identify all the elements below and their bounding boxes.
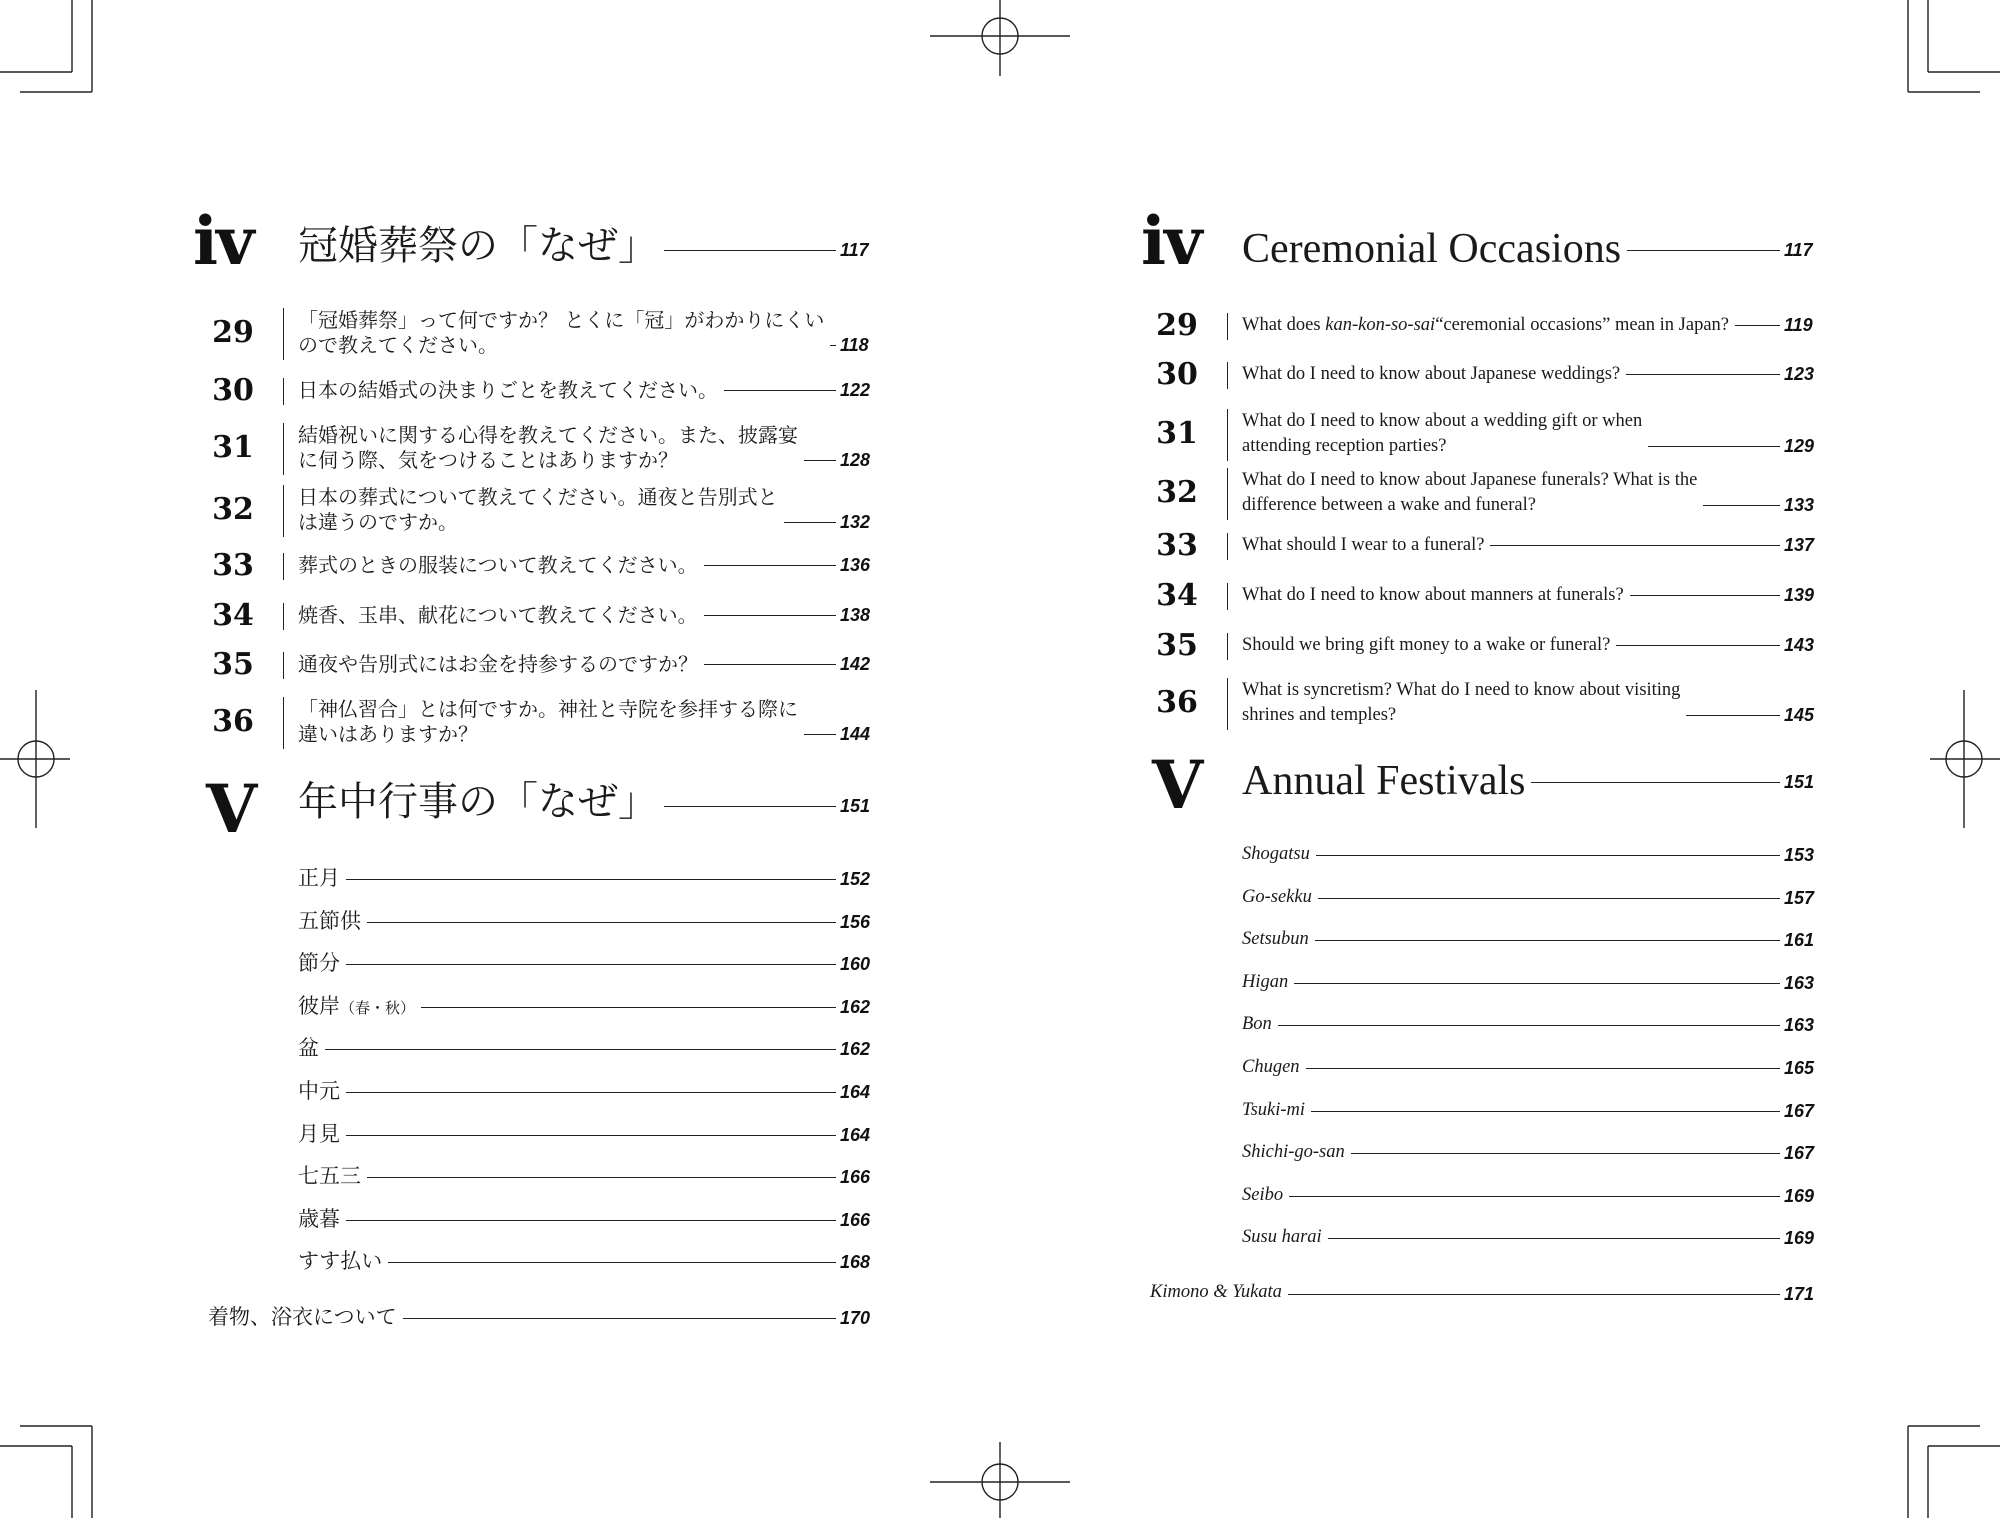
question-line: What do I need to know about Japanese weddings?	[1242, 364, 1621, 384]
question-number: 30	[212, 372, 254, 408]
text-span: “ceremonial occasions” mean in Japan?	[1435, 315, 1729, 335]
question-line: 日本の結婚式の決まりごとを教えてください。	[298, 378, 718, 402]
section-title: Annual Festivals	[1242, 760, 1531, 802]
page-number: 163	[1784, 972, 1815, 993]
festival-label	[298, 1036, 325, 1060]
festival-label	[1242, 842, 1316, 866]
question-divider	[283, 378, 284, 405]
question-text	[298, 652, 704, 677]
question-number: 29	[1156, 307, 1198, 343]
page-number: 123	[1784, 364, 1815, 384]
section-numeral: iv	[1141, 202, 1201, 280]
question-text	[298, 423, 804, 473]
page-number: 161	[1784, 930, 1815, 951]
question-divider	[1227, 678, 1228, 730]
italic-term: kan-kon-so-sai	[1325, 315, 1436, 335]
festival-label	[298, 994, 421, 1020]
festival-label	[1242, 1098, 1311, 1122]
festival-label	[1242, 1225, 1328, 1249]
text-span: What does	[1242, 315, 1326, 335]
question-line: 日本の葬式について教えてください。通夜と告別式と	[298, 485, 778, 509]
festival-name: 月見	[298, 1121, 340, 1146]
appendix-label: Kimono & Yukata	[1150, 1280, 1288, 1304]
festival-name: 五節供	[298, 908, 361, 933]
question-text	[1242, 533, 1490, 558]
leader-line	[1244, 940, 1780, 941]
page-number: 156	[840, 911, 871, 932]
section-title: Ceremonial Occasions	[1242, 228, 1627, 270]
leader-line	[300, 1135, 836, 1136]
section-numeral: V	[206, 770, 256, 848]
question-number: 31	[212, 430, 254, 465]
festival-name: Go-sekku	[1242, 886, 1312, 907]
festival-name: 七五三	[298, 1164, 361, 1189]
festival-label	[1242, 1055, 1306, 1079]
question-line: Should we bring gift money to a wake or funeral?	[1242, 635, 1611, 655]
festival-name: Higan	[1242, 971, 1289, 992]
leader-line	[1244, 898, 1780, 899]
question-line	[1242, 313, 1729, 338]
page-number: 164	[840, 1082, 871, 1102]
question-number: 32	[212, 492, 254, 527]
page-number: 152	[840, 869, 871, 889]
question-text	[1242, 583, 1630, 608]
question-number: 33	[212, 547, 254, 583]
festival-name: Chugen	[1242, 1057, 1300, 1077]
festival-label	[298, 1164, 367, 1188]
page-number: 167	[1784, 1143, 1815, 1164]
question-divider	[1227, 362, 1228, 389]
festival-name: 彼岸	[298, 993, 340, 1018]
question-number: 36	[1156, 685, 1198, 720]
question-line: 「冠婚葬祭」って何ですか？ とくに「冠」がわかりにくい	[298, 308, 825, 332]
festival-name: 節分	[298, 951, 340, 976]
leader-line	[1244, 983, 1780, 984]
festival-name: Shogatsu	[1242, 844, 1310, 864]
festival-name: 歳暮	[298, 1206, 340, 1231]
page-number: 169	[1784, 1185, 1815, 1206]
question-number: 31	[1156, 416, 1198, 451]
leader-line	[1244, 1111, 1780, 1112]
page-number: 171	[1784, 1284, 1815, 1304]
festival-label	[298, 1122, 346, 1146]
question-line: 通夜や告別式にはお金を持参するのですか？	[298, 652, 698, 676]
page-number: 122	[840, 380, 871, 400]
leader-line	[300, 922, 836, 923]
question-divider	[283, 603, 284, 630]
page-number: 133	[1784, 495, 1815, 515]
question-line: What should I wear to a funeral?	[1242, 535, 1485, 555]
page-number: 163	[1784, 1015, 1815, 1036]
page-number: 129	[1784, 436, 1815, 456]
leader-line	[300, 879, 836, 880]
page-number: 117	[840, 240, 869, 260]
festival-name: Seibo	[1242, 1184, 1284, 1205]
question-text	[1242, 313, 1735, 338]
page-number: 143	[1784, 635, 1815, 655]
page-number: 162	[840, 1039, 871, 1060]
festival-label	[298, 1079, 346, 1103]
question-number: 35	[212, 646, 254, 682]
toc-page-english	[1000, 0, 2000, 1518]
festival-name: Tsuki-mi	[1242, 1099, 1306, 1120]
page-number: 145	[1784, 705, 1815, 725]
page-number: 142	[840, 654, 871, 674]
question-line: に伺う際、気をつけることはありますか？	[298, 448, 678, 472]
festival-name: すす払い	[298, 1249, 383, 1274]
question-divider	[283, 553, 284, 580]
page-number: 136	[840, 555, 871, 575]
question-text	[298, 553, 704, 578]
festival-name: 中元	[298, 1079, 340, 1103]
question-divider	[283, 652, 284, 679]
festival-label	[1242, 1012, 1278, 1036]
question-divider	[1227, 633, 1228, 660]
question-divider	[1227, 313, 1228, 340]
page-number: 137	[1784, 535, 1815, 555]
question-text	[1242, 633, 1616, 658]
page-number: 160	[840, 954, 871, 975]
question-number: 34	[1156, 577, 1198, 613]
question-divider	[283, 697, 284, 749]
leader-line	[1244, 1196, 1780, 1197]
section-numeral: V	[1152, 746, 1202, 824]
festival-label	[298, 909, 367, 933]
leader-line	[1244, 855, 1780, 856]
festival-label	[1242, 1183, 1289, 1207]
question-line: What is syncretism? What do I need to know about visiting	[1242, 680, 1681, 700]
page-number: 157	[1784, 887, 1815, 908]
question-number: 34	[212, 597, 254, 633]
festival-label	[298, 1249, 388, 1273]
page-number: 132	[840, 512, 871, 532]
leader-line	[300, 1049, 836, 1050]
leader-line	[1244, 1025, 1780, 1026]
appendix-label: 着物、浴衣について	[208, 1305, 403, 1329]
page-number: 165	[1784, 1058, 1815, 1078]
page-number: 151	[1784, 772, 1815, 792]
leader-line	[300, 1092, 836, 1093]
page-number: 118	[840, 335, 869, 355]
festival-name: Setsubun	[1242, 929, 1309, 950]
festival-label	[298, 866, 346, 890]
festival-name: Shichi-go-san	[1242, 1142, 1345, 1163]
festival-name: Susu harai	[1242, 1227, 1322, 1248]
question-text	[1242, 362, 1626, 387]
question-line: ので教えてください。	[298, 333, 498, 357]
page-number: 170	[840, 1308, 871, 1328]
question-divider	[1227, 409, 1228, 461]
page-number: 166	[840, 1209, 871, 1230]
question-line: 結婚祝いに関する心得を教えてください。また、披露宴	[298, 423, 798, 447]
question-line: What do I need to know about Japanese funerals? What is the	[1242, 470, 1698, 490]
question-number: 32	[1156, 475, 1198, 510]
question-text	[298, 378, 724, 403]
question-line: 「神仏習合」とは何ですか。神社と寺院を参拝する際に	[298, 697, 798, 721]
page-number: 153	[1784, 845, 1815, 865]
page-number: 162	[840, 996, 871, 1017]
question-text	[298, 308, 830, 358]
question-text	[298, 603, 704, 628]
question-text	[298, 697, 804, 747]
page-number: 144	[840, 724, 871, 744]
question-divider	[1227, 583, 1228, 610]
question-line: difference between a wake and funeral?	[1242, 495, 1536, 515]
page-number: 119	[1784, 315, 1813, 335]
question-line: は違うのですか。	[298, 510, 458, 534]
question-number: 29	[212, 315, 254, 350]
festival-label	[298, 1207, 346, 1231]
question-number: 30	[1156, 356, 1198, 392]
page-number: 169	[1784, 1228, 1815, 1249]
festival-name: Bon	[1242, 1014, 1272, 1035]
festival-label	[298, 951, 346, 975]
leader-line	[300, 1177, 836, 1178]
festival-name: 正月	[298, 866, 340, 890]
question-text	[1242, 678, 1686, 728]
leader-line	[1244, 1068, 1780, 1069]
page-number: 128	[840, 450, 871, 470]
leader-line	[300, 964, 836, 965]
question-number: 36	[212, 704, 254, 739]
question-line: What do I need to know about manners at funerals?	[1242, 585, 1624, 605]
question-line: shrines and temples?	[1242, 705, 1397, 725]
question-number: 33	[1156, 527, 1198, 563]
page-number: 138	[840, 605, 871, 625]
question-number: 35	[1156, 627, 1198, 663]
leader-line	[300, 1220, 836, 1221]
page-number: 164	[840, 1124, 871, 1145]
question-line: 違いはありますか？	[298, 722, 478, 746]
festival-label	[1242, 970, 1294, 994]
page-number: 151	[840, 796, 871, 816]
question-text	[1242, 468, 1703, 518]
section-numeral: iv	[193, 202, 253, 280]
question-divider	[283, 423, 284, 475]
question-divider	[283, 308, 284, 360]
festival-name: 盆	[298, 1036, 319, 1061]
festival-label	[1242, 1140, 1351, 1164]
page-number: 117	[1784, 240, 1813, 260]
question-line: 葬式のときの服装について教えてください。	[298, 553, 698, 577]
festival-label	[1242, 885, 1318, 909]
section-title: 冠婚葬祭の「なぜ」	[298, 226, 664, 266]
page-number: 168	[840, 1252, 871, 1273]
question-divider	[283, 485, 284, 537]
page-number: 167	[1784, 1100, 1815, 1121]
question-divider	[1227, 468, 1228, 520]
question-text	[1242, 409, 1648, 459]
festival-note: （春・秋）	[340, 998, 416, 1017]
question-text	[298, 485, 784, 535]
question-line: What do I need to know about a wedding gift or when	[1242, 411, 1643, 431]
page-number: 166	[840, 1167, 871, 1188]
page-number: 139	[1784, 585, 1815, 605]
question-line: attending reception parties?	[1242, 436, 1447, 456]
section-title: 年中行事の「なぜ」	[298, 782, 664, 822]
question-line: 焼香、玉串、献花について教えてください。	[298, 603, 698, 627]
festival-label	[1242, 927, 1315, 951]
question-divider	[1227, 533, 1228, 560]
